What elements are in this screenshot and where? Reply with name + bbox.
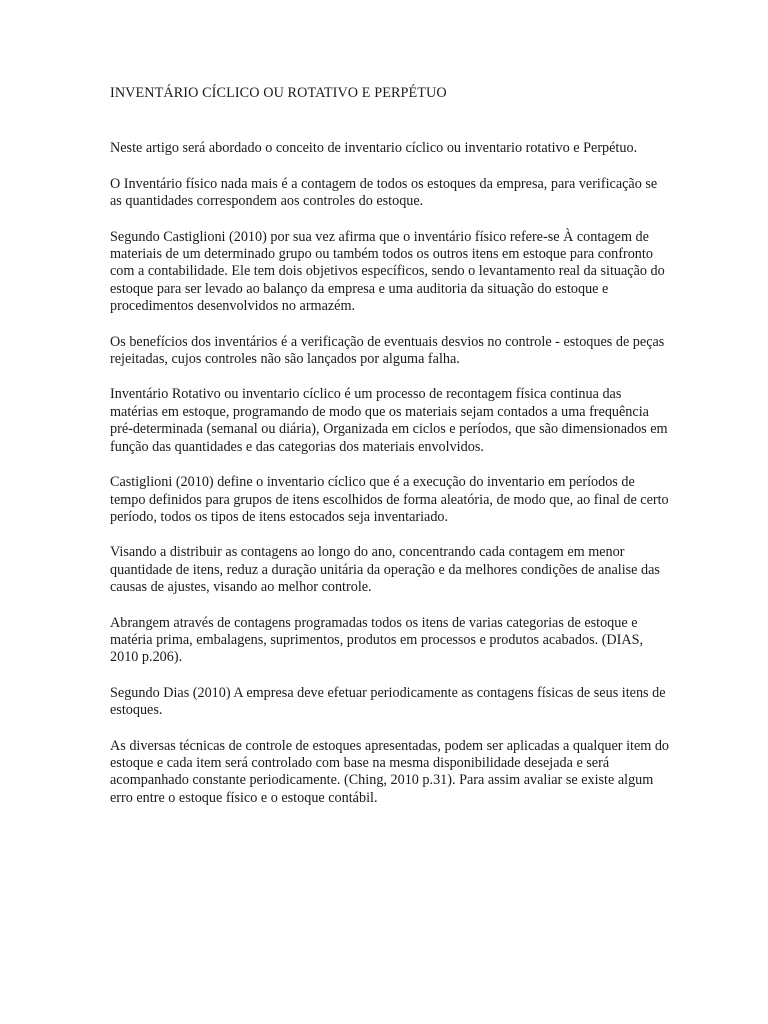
paragraph-intro: Neste artigo será abordado o conceito de inventario cíclico ou inventario rotativo e Perpétuo. — [110, 140, 638, 157]
document-body — [110, 85, 670, 825]
paragraph-abrangem: Abrangem através de contagens programadas todos os itens de varias categorias de estoque e matéria prima, embalagens, suprimentos, produtos em processos e produtos acabados. (DIAS, 2010 p.206). — [110, 614, 644, 666]
paragraph-tecnicas-controle: As diversas técnicas de controle de estoques apresentadas, podem ser aplicadas a qualquer item do estoque e cada item será controlado com base na mesma disponibilidade desejada e será acompanhado constante periodicamente. (Ching, 2010 p.31). Para assim avaliar se existe algum erro entre o estoque físico e o estoque contábil. — [110, 737, 670, 806]
paragraph-beneficios: Os benefícios dos inventários é a verificação de eventuais desvios no controle - estoques de peças rejeitadas, cujos controles não são lançados por alguma falha. — [110, 333, 665, 368]
paragraph-inventario-fisico: O Inventário físico nada mais é a contagem de todos os estoques da empresa, para verificação se as quantidades correspondem aos controles do estoque. — [110, 175, 658, 210]
paragraph-dias: Segundo Dias (2010) A empresa deve efetuar periodicamente as contagens físicas de seus itens de estoques. — [110, 684, 666, 719]
paragraph-castiglioni-ciclico: Castiglioni (2010) define o inventario cíclico que é a execução do inventario em períodos de tempo definidos para grupos de itens escolhidos de forma aleatória, de modo que, ao final de certo período, todos os tipos de itens estocados seja inventariado. — [110, 474, 669, 525]
paragraph-distribuir-contagens: Visando a distribuir as contagens ao longo do ano, concentrando cada contagem em menor quantidade de itens, reduz a duração unitária da operação e da melhores condições de analise das causas de ajustes, visando ao melhor controle. — [110, 544, 660, 596]
document-title: INVENTÁRIO CÍCLICO OU ROTATIVO E PERPÉTUO — [110, 85, 447, 101]
paragraph-rotativo: Inventário Rotativo ou inventario cíclico é um processo de recontagem física continua das matérias em estoque, programando de modo que os materiais sejam contados a uma frequência pré-determinada (semanal ou diária), Organizada em ciclos e períodos, que são dimensionados em função das quantidades e das categorias dos materiais envolvidos. — [110, 386, 668, 455]
paragraph-castiglioni-fisico: Segundo Castiglioni (2010) por sua vez afirma que o inventário físico refere-se À contagem de materiais de um determinado grupo ou também todos os outros itens em estoque para confronto com a contabilidade. Ele tem dois objetivos específicos, sendo o levantamento real da situação do estoque para ser levado ao balanço da empresa e uma auditoria da situação do estoque e procedimentos desenvolvidos no armazém. — [110, 228, 665, 315]
